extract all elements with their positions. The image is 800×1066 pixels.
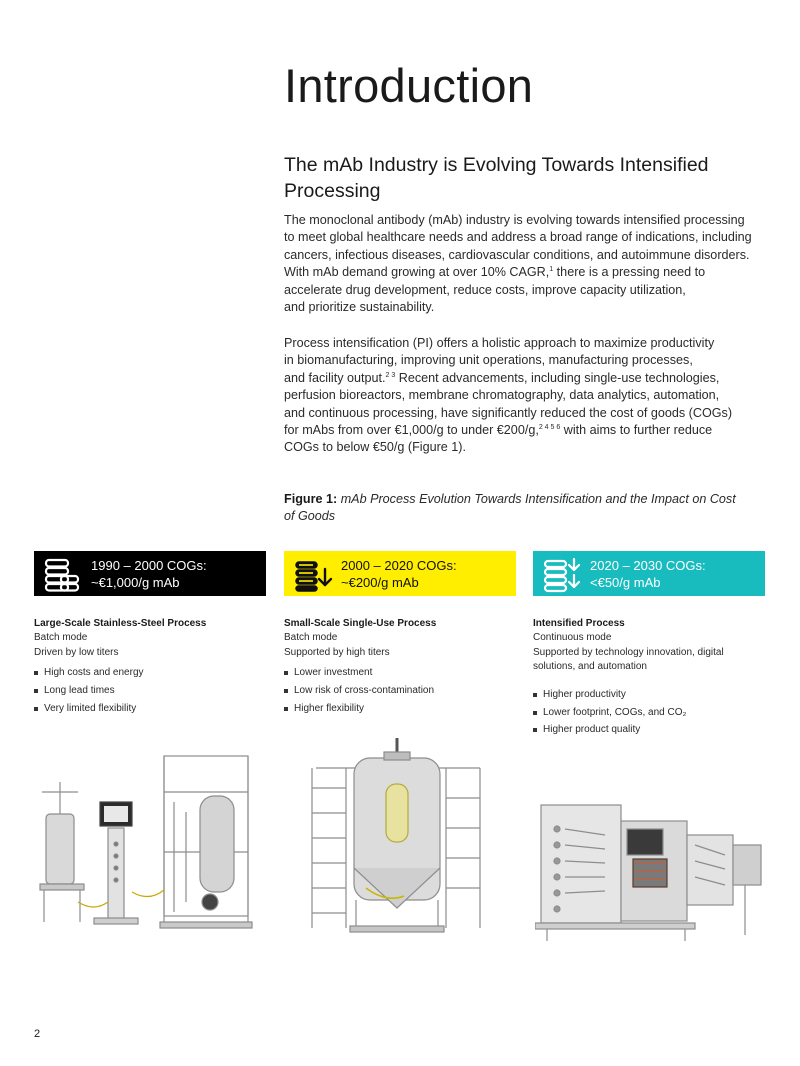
cogs-banner-1990-2000 <box>34 551 266 596</box>
process-driver: Supported by high titers <box>284 646 390 658</box>
footnote-ref: 2 4 5 6 <box>538 424 561 432</box>
banner-cogs-value: ~€1,000/g mAb <box>91 574 180 590</box>
cogs-banner-2000-2020 <box>284 551 516 596</box>
paragraph-text: With mAb demand growing at over 10% CAGR, <box>284 265 550 280</box>
coin-stack-down-arrow-icon <box>293 555 333 593</box>
stainless-steel-bioreactor-image <box>34 752 274 936</box>
process-mode: Batch mode <box>284 632 338 644</box>
bullet-item: Higher flexibility <box>284 702 519 716</box>
coin-stack-icon <box>43 555 83 593</box>
bullet-item: Low risk of cross-contamination <box>284 684 519 698</box>
bullet-item: High costs and energy <box>34 666 269 680</box>
page-number: 2 <box>34 1028 41 1040</box>
process-column-intensified <box>533 617 768 741</box>
paragraph-line: COGs to below €50/g (Figure 1). <box>284 440 466 455</box>
paragraph-line: and continuous processing, have significantly reduced the cost of goods (COGs) <box>284 405 733 420</box>
intro-paragraph-2 <box>284 335 764 457</box>
process-title: Small-Scale Single-Use Process <box>284 618 437 629</box>
process-column-single-use <box>284 617 519 720</box>
paragraph-line: to meet global healthcare needs and address a broad range of indications, including <box>284 230 752 245</box>
paragraph-text: there is a pressing need to <box>553 265 706 280</box>
paragraph-line: cancers, infectious diseases, cardiovascular conditions, and autoimmune disorders. <box>284 247 750 262</box>
banner-cogs-value: ~€200/g mAb <box>341 574 419 590</box>
bullet-item: Long lead times <box>34 684 269 698</box>
coin-stack-double-down-arrow-icon <box>542 555 582 593</box>
paragraph-text: with aims to further reduce <box>560 423 713 438</box>
paragraph-text: Recent advancements, including single-use technologies, <box>395 370 720 385</box>
process-bullets <box>533 688 768 738</box>
footnote-ref: 1 <box>549 266 554 274</box>
cogs-banner-2020-2030 <box>533 551 765 596</box>
banner-period: 2020 – 2030 COGs: <box>590 557 706 573</box>
intro-paragraph-1 <box>284 212 764 316</box>
process-mode: Batch mode <box>34 632 88 644</box>
banner-period: 2000 – 2020 COGs: <box>341 557 457 573</box>
process-driver: Supported by technology innovation, digital solutions, and automation <box>533 646 724 673</box>
paragraph-line: The monoclonal antibody (mAb) industry is evolving towards intensified processing <box>284 213 745 227</box>
figure-caption-text: mAb Process Evolution Towards Intensification and the Impact on Cost of Goods <box>284 492 736 524</box>
intensified-processing-system-image <box>535 795 767 945</box>
paragraph-line <box>284 422 764 439</box>
paragraph-line: accelerate drug development, reduce costs, improve capacity utilization, <box>284 282 686 297</box>
figure-caption <box>284 491 744 526</box>
paragraph-line: in biomanufacturing, improving unit operations, manufacturing processes, <box>284 353 693 368</box>
process-title: Large-Scale Stainless-Steel Process <box>34 618 207 629</box>
bullet-item: Higher product quality <box>533 723 768 737</box>
footnote-ref: 2 3 <box>385 371 396 379</box>
section-heading: The mAb Industry is Evolving Towards Intensified Processing <box>284 154 709 202</box>
process-mode: Continuous mode <box>533 632 612 644</box>
banner-period: 1990 – 2000 COGs: <box>91 557 207 573</box>
paragraph-line: Process intensification (PI) offers a holistic approach to maximize productivity <box>284 336 715 350</box>
banner-cogs-value: <€50/g mAb <box>590 574 661 590</box>
bullet-item: Lower footprint, COGs, and CO₂ <box>533 706 768 720</box>
paragraph-line <box>284 370 764 387</box>
process-bullets <box>284 666 519 716</box>
figure-label: Figure 1: <box>284 492 338 506</box>
process-column-stainless-steel <box>34 617 269 720</box>
bullet-item: Higher productivity <box>533 688 768 702</box>
process-title: Intensified Process <box>533 618 625 629</box>
page-title: Introduction <box>284 59 534 112</box>
bullet-item: Very limited flexibility <box>34 702 269 716</box>
process-bullets <box>34 666 269 716</box>
process-driver: Driven by low titers <box>34 646 119 658</box>
single-use-bioreactor-image <box>286 728 506 938</box>
bullet-item: Lower investment <box>284 666 519 680</box>
paragraph-text: for mAbs from over €1,000/g to under €200/g, <box>284 423 539 438</box>
paragraph-line: and prioritize sustainability. <box>284 300 435 315</box>
paragraph-text: and facility output. <box>284 370 386 385</box>
paragraph-line: perfusion bioreactors, membrane chromatography, data analytics, automation, <box>284 388 720 403</box>
paragraph-line <box>284 264 764 281</box>
